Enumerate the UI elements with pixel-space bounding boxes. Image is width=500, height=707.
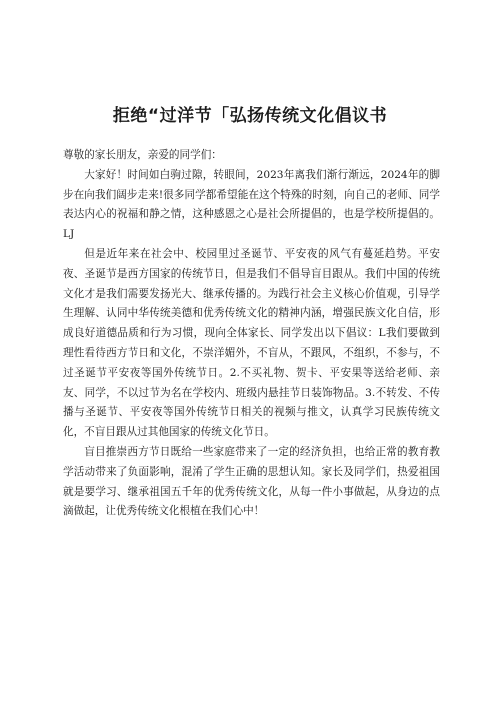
paragraph-2: 但是近年来在社会中、校园里过圣诞节、平安夜的风气有蔓延趋势。平安夜、圣诞节是西方国家的传统节日，但是我们不倡导盲目跟从。我们中国的传统文化才是我们需要发扬光大、继承传播的。为践行社会主义核心价值观，引导学生理解、认同中华传统美德和优秀传统文化的精神内涵，增强民族文化自信，形成良好道德品质和行为习惯，现向全体家长、同学发出以下倡议：L我们要做到理性看待西方节日和文化，不崇洋媚外，不盲从，不跟风，不组织，不参与，不过圣诞节平安夜等国外传统节日。2.不买礼物、贺卡、平安果等送给老师、亲友、同学，不以过节为名在学校内、班级内悬挂节日装饰物品。3.不转发、不传播与圣诞节、平安夜等国外传统节日相关的视频与推文，认真学习民族传统文化，不盲目跟从过其他国家的传统文化节日。 (63, 247, 440, 439)
salutation: 尊敬的家长朋友，亲爱的同学们： (63, 149, 222, 161)
document-title: 拒绝“过洋节「弘扬传统文化倡议书 (112, 106, 388, 126)
document-body (63, 146, 440, 522)
paragraph-3: 盲目推崇西方节日既给一些家庭带来了一定的经济负担，也给正常的教育教学活动带来了负面影响，混淆了学生正确的思想认知。家长及同学们，热爱祖国就是要学习、继承祖国五千年的优秀传统文化，从每一件小事做起，从身边的点滴做起，让优秀传统文化根植在我们心中！ (63, 445, 440, 518)
paragraph-1: 大家好！时间如白驹过隙，转眼间，2023年离我们渐行渐远，2024年的脚步在向我们阔步走来!很多同学都希望能在这个特殊的时刻，向自己的老师、同学表达内心的祝福和静之情，这种感恩之心是社会所提倡的，也是学校所提倡的。LJ (63, 168, 440, 241)
